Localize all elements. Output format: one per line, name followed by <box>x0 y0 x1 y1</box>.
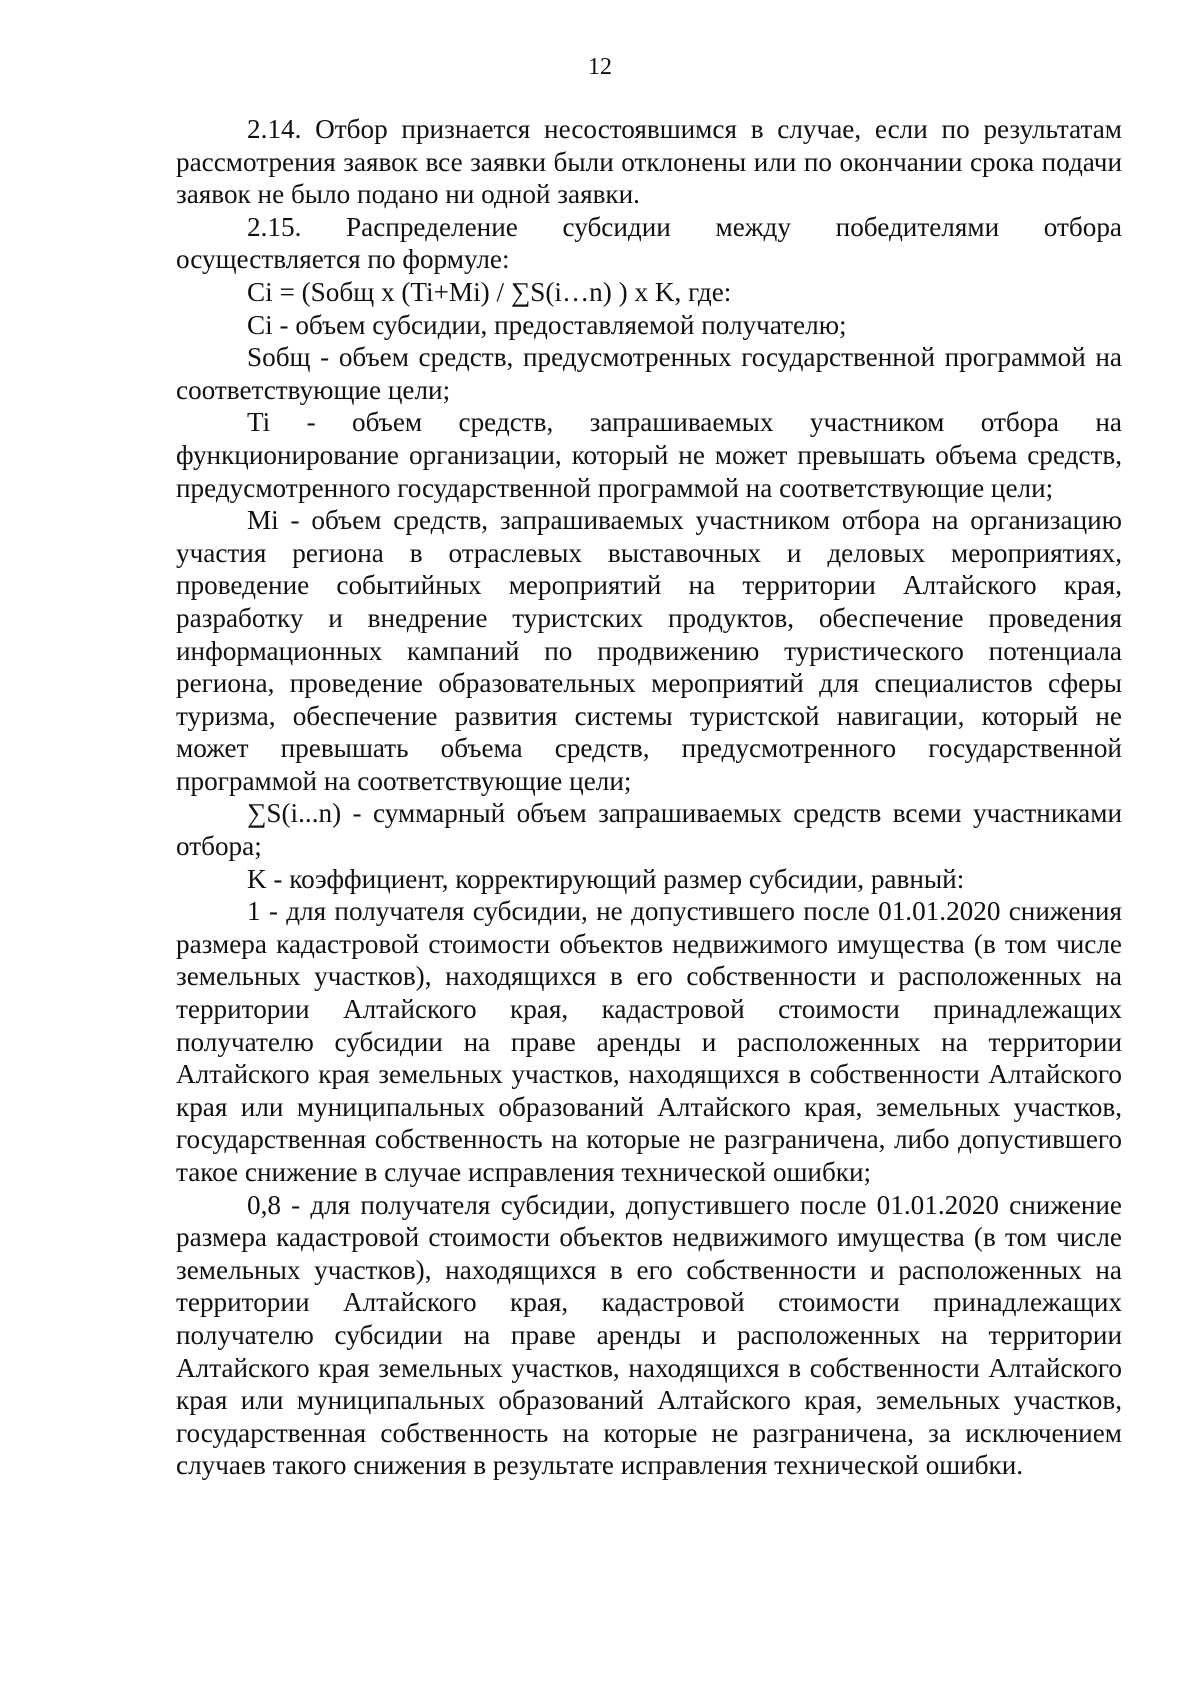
definition-mi: Mi - объем средств, запрашиваемых участником отбора на организацию участия региона в отраслевых выставочных и деловых мероприятиях, проведение событийных мероприятий на территории Алтайского края, разработку и внедрение туристских продуктов, обеспечение проведения информационных кампаний по продвижению туристического потенциала региона, проведение образовательных мероприятий для специалистов сферы туризма, обеспечение развития системы туристской навигации, который не может превышать объема средств, предусмотренного государственной программой на соответствующие цели; <box>176 505 1122 796</box>
paragraph-2-15: 2.15. Распределение субсидии между победителями отбора осуществляется по формуле: <box>176 211 1122 275</box>
coefficient-0-8: 0,8 - для получателя субсидии, допустившего после 01.01.2020 снижение размера кадастровой стоимости объектов недвижимого имущества (в том числе земельных участков), находящихся в его собственности и расположенных на территории Алтайского края, кадастровой стоимости принадлежащих получателю субсидии на праве аренды и расположенных на территории Алтайского края земельных участков, находящихся в собственности Алтайского края или муниципальных образований Алтайского края, земельных участков, государственная собственность на которые не разграничена, за исключением случаев такого снижения в результате исправления технической ошибки. <box>176 1189 1122 1481</box>
definition-sum-s: ∑S(i...n) - суммарный объем запрашиваемых средств всеми участниками отбора; <box>176 798 1122 862</box>
paragraph-2-14: 2.14. Отбор признается несостоявшимся в случае, если по результатам рассмотрения заявок все заявки были отклонены или по окончании срока подачи заявок не было подано ни одной заявки. <box>176 114 1122 210</box>
document-body <box>176 113 1122 1482</box>
coefficient-1: 1 - для получателя субсидии, не допустившего после 01.01.2020 снижения размера кадастровой стоимости объектов недвижимого имущества (в том числе земельных участков), находящихся в его собственности и расположенных на территории Алтайского края, кадастровой стоимости принадлежащих получателю субсидии на праве аренды и расположенных на территории Алтайского края земельных участков, находящихся в собственности Алтайского края или муниципальных образований Алтайского края, земельных участков, государственная собственность на которые не разграничена, либо допустившего такое снижение в случае исправления технической ошибки; <box>176 896 1122 1187</box>
definition-ci: Ci - объем субсидии, предоставляемой получателю; <box>247 309 847 340</box>
formula: Ci = (Sобщ x (Ti+Mi) / ∑S(i…n) ) x K, где: <box>247 276 732 307</box>
definition-ti: Ti - объем средств, запрашиваемых участником отбора на функционирование организации, который не может превышать объема средств, предусмотренного государственной программой на соответствующие цели; <box>176 407 1122 503</box>
definition-k: K - коэффициент, корректирующий размер субсидии, равный: <box>247 863 965 894</box>
page-number: 12 <box>588 54 612 80</box>
definition-sobsch: Sобщ - объем средств, предусмотренных государственной программой на соответствующие цели; <box>176 342 1122 405</box>
